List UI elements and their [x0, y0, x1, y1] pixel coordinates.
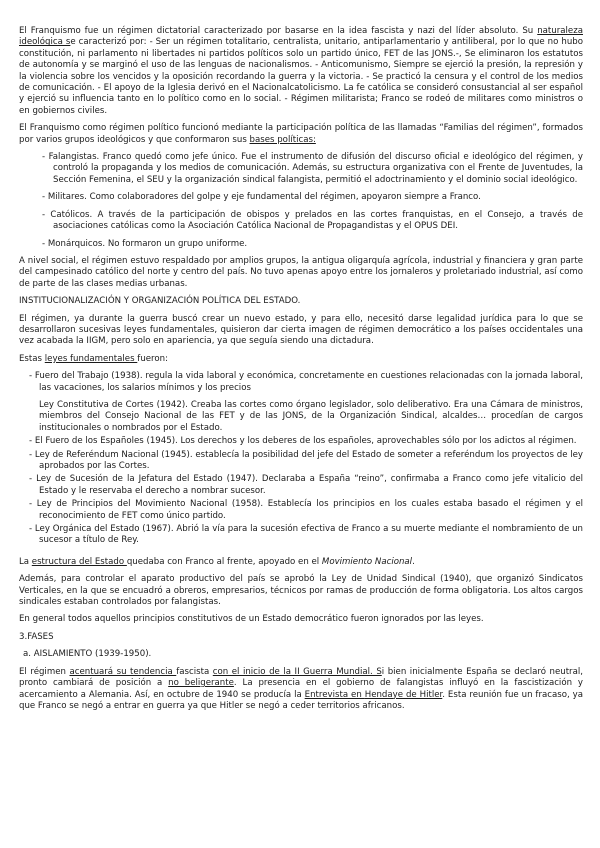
list-item-ley-referendum: - Ley de Referéndum Nacional (1945). establecía la posibilidad del jefe del Estado de someter a referéndum los proyectos de ley aprobados por las Cortes. — [29, 449, 583, 471]
underlined-text: naturaleza ideológica s — [19, 26, 583, 48]
text-run: El Franquismo fue un régimen dictatorial caracterizado por basarse en la idea fascista y nazi del líder absoluto. Su — [19, 26, 538, 36]
paragraph-aislamiento — [19, 667, 583, 713]
italic-text: Movimiento Nacional — [321, 556, 413, 567]
underlined-text: Entrevista en — [304, 689, 365, 700]
text-run: . Esta reunión fue un fracaso, ya que Franco se negó a entrar en guerra ya que Hitler se negó a ceder territorios africanos. — [19, 689, 583, 711]
list-item-ley-principios: - Ley de Principios del Movimiento Nacional (1958). Establecía los principios en los cuales estaba basado el régimen y el reconocimiento de FET como único partido. — [29, 499, 583, 521]
families-list — [19, 152, 583, 250]
text-run: quedaba con Franco al frente, apoyado en el — [126, 556, 322, 567]
list-item-catolicos: - Católicos. A través de la participación de obispos y prelados en las cortes franquistas, en el Consejo, a través de asociaciones católicas como la Asociación Católica Nacional de Propagandistas y el OPUS DEI. — [42, 209, 583, 232]
underlined-text: bases políticas: — [249, 134, 316, 145]
laws-list — [19, 371, 583, 547]
paragraph-estructura-estado — [19, 557, 583, 568]
paragraph-franquismo-intro — [19, 26, 583, 117]
paragraph-nivel-social: A nivel social, el régimen estuvo respaldado por amplios grupos, la antigua oligarquía agrícola, industrial y financiera y gran parte del campesinado católico del norte y centro del país. No tuvo apenas apoyo entre los jornaleros y proletariado industrial, así como de parte de las clases medias urbanas. — [19, 255, 583, 289]
underlined-text: no beligerante — [168, 678, 234, 689]
text-run: fueron: — [137, 353, 169, 364]
text-run: . La presencia en el gobierno de falangistas influyó en la fascistización y acercamiento a Alemania. Así, en octubre de 1940 se producía la — [19, 678, 583, 700]
list-item-fuero-espanoles: - El Fuero de los Españoles (1945). Los derechos y los deberes de los españoles, aprovechables sólo por los adictos al régimen. — [29, 436, 577, 447]
text-run: El Franquismo como régimen político funcionó mediante la participación política de las llamadas “Familias del régimen”, formados por varios grupos ideológicos y que conformaron sus — [19, 123, 583, 145]
text-run: e caracterizó por: - Ser un régimen totalitario, centralista, unitario, antiparlamentario y antiliberal, por lo que no hubo constitución, ni parlamento ni libertades ni partidos políticos solo un partido único, FET de las JONS.-, Se eliminaron los estatutos de autonomía y se marginó el uso de las lenguas de nacionalismos. - Anticomunismo, Siempre se ejerció la presión, la represión y la violencia sobre los vencidos y la oposición recordando la guerra y la victoria. - Se practicó la censura y el control de los medios de comunicación. - El apoyo de la Iglesia derivó en el Nacionalcatolicismo. La fe católica se consideró consustancial al ser español y ejerció su influencia tanto en lo político como en lo social. - Régimen militarista; Franco se rodeó de militares como ministros o en gobiernos civiles. — [19, 37, 584, 116]
list-item-monarquicos: - Monárquicos. No formaron un grupo uniforme. — [42, 238, 248, 249]
list-item-fuero-trabajo: - Fuero del Trabajo (1938). regula la vida laboral y económica, concretamente en cuestiones relacionadas con la jornada laboral, las vacaciones, los salarios mínimos y los precios — [29, 371, 583, 393]
list-item-falangistas: - Falangistas. Franco quedó como jefe único. Fue el instrumento de difusión del discurso oficial e ideológico del régimen, y controló la propaganda y los medios de comunicación. Además, su estructura organizativa con el Frente de Juventudes, la Sección Femenina, el SEU y la organización sindical falangista, permitió el adoctrinamiento y el dominio social ideológico. — [42, 152, 583, 185]
list-item-ley-organica: - Ley Orgánica del Estado (1967). Abrió la vía para la sucesión efectiva de Franco a su muerte mediante el nombramiento de un sucesor a título de Rey. — [29, 524, 583, 546]
paragraph-nuevo-estado: El régimen, ya durante la guerra buscó crear un nuevo estado, y para ello, necesitó darse legalidad jurídica para lo que se desarrollaron sucesivas leyes fundamentales, quisieron dar cierta imagen de régimen democrático a los países occidentales una vez acabada la IIGM, pero solo en apariencia, ya que seguía siendo una dictadura. — [19, 313, 583, 347]
underlined-text: Hendaye de Hitler — [364, 689, 443, 700]
paragraph-unidad-sindical: Además, para controlar el aparato productivo del país se aprobó la Ley de Unidad Sindical (1940), que organizó Sindicatos Verticales, en la que se encuadró a obreros, empresarios, técnicos por ramas de producción de forma obligatoria. Los altos cargos sindicales estaban controlados por falangistas. — [19, 574, 583, 608]
list-item-ley-sucesion: - Ley de Sucesión de la Jefatura del Estado (1947). Declaraba a España “reino”, confirmaba a Franco como jefe vitalicio del Estado y le reservaba el derecho a nombrar sucesor. — [29, 474, 583, 496]
text-run: El régimen — [19, 666, 70, 677]
list-item-militares: - Militares. Como colaboradores del golpe y eje fundamental del régimen, apoyaron siempre a Franco. — [42, 192, 481, 203]
text-run: fascista — [176, 666, 213, 677]
paragraph-leyes-intro — [19, 354, 583, 365]
text-run: . — [412, 556, 415, 567]
text-run: La — [19, 556, 32, 567]
underlined-text: leyes fundamentales — [44, 353, 138, 364]
heading-fases: 3.FASES — [19, 631, 54, 642]
list-item-ley-cortes: Ley Constitutiva de Cortes (1942). Creaba las cortes como órgano legislador, solo deliberativo. Era una Cámara de ministros, miembros del Consejo Nacional de las FET y de las JONS, de la Organización Sindical, alcaldes… procedían de cargos institucionales o nombrados por el Estado. — [39, 399, 583, 433]
text-run: Estas — [19, 353, 45, 364]
underlined-text: con el inicio de la II Guerra Mundial. S — [212, 666, 382, 677]
paragraph-principios-ignorados: En general todos aquellos principios constitutivos de un Estado democrático fueron ignorados por las leyes. — [19, 614, 484, 625]
underlined-text: acentuará su tendencia — [69, 666, 177, 677]
heading-institucionalizacion: INSTITUCIONALIZACIÓN Y ORGANIZACIÓN POLÍTICA DEL ESTADO. — [19, 296, 301, 307]
document-page — [19, 26, 583, 718]
text-run: i bien inicialmente España se declaró neutral, pronto cambiará de posición a — [19, 666, 583, 689]
underlined-text: estructura del Estado — [31, 556, 127, 567]
heading-aislamiento: a. AISLAMIENTO (1939-1950). — [23, 649, 152, 660]
paragraph-familias — [19, 123, 583, 146]
